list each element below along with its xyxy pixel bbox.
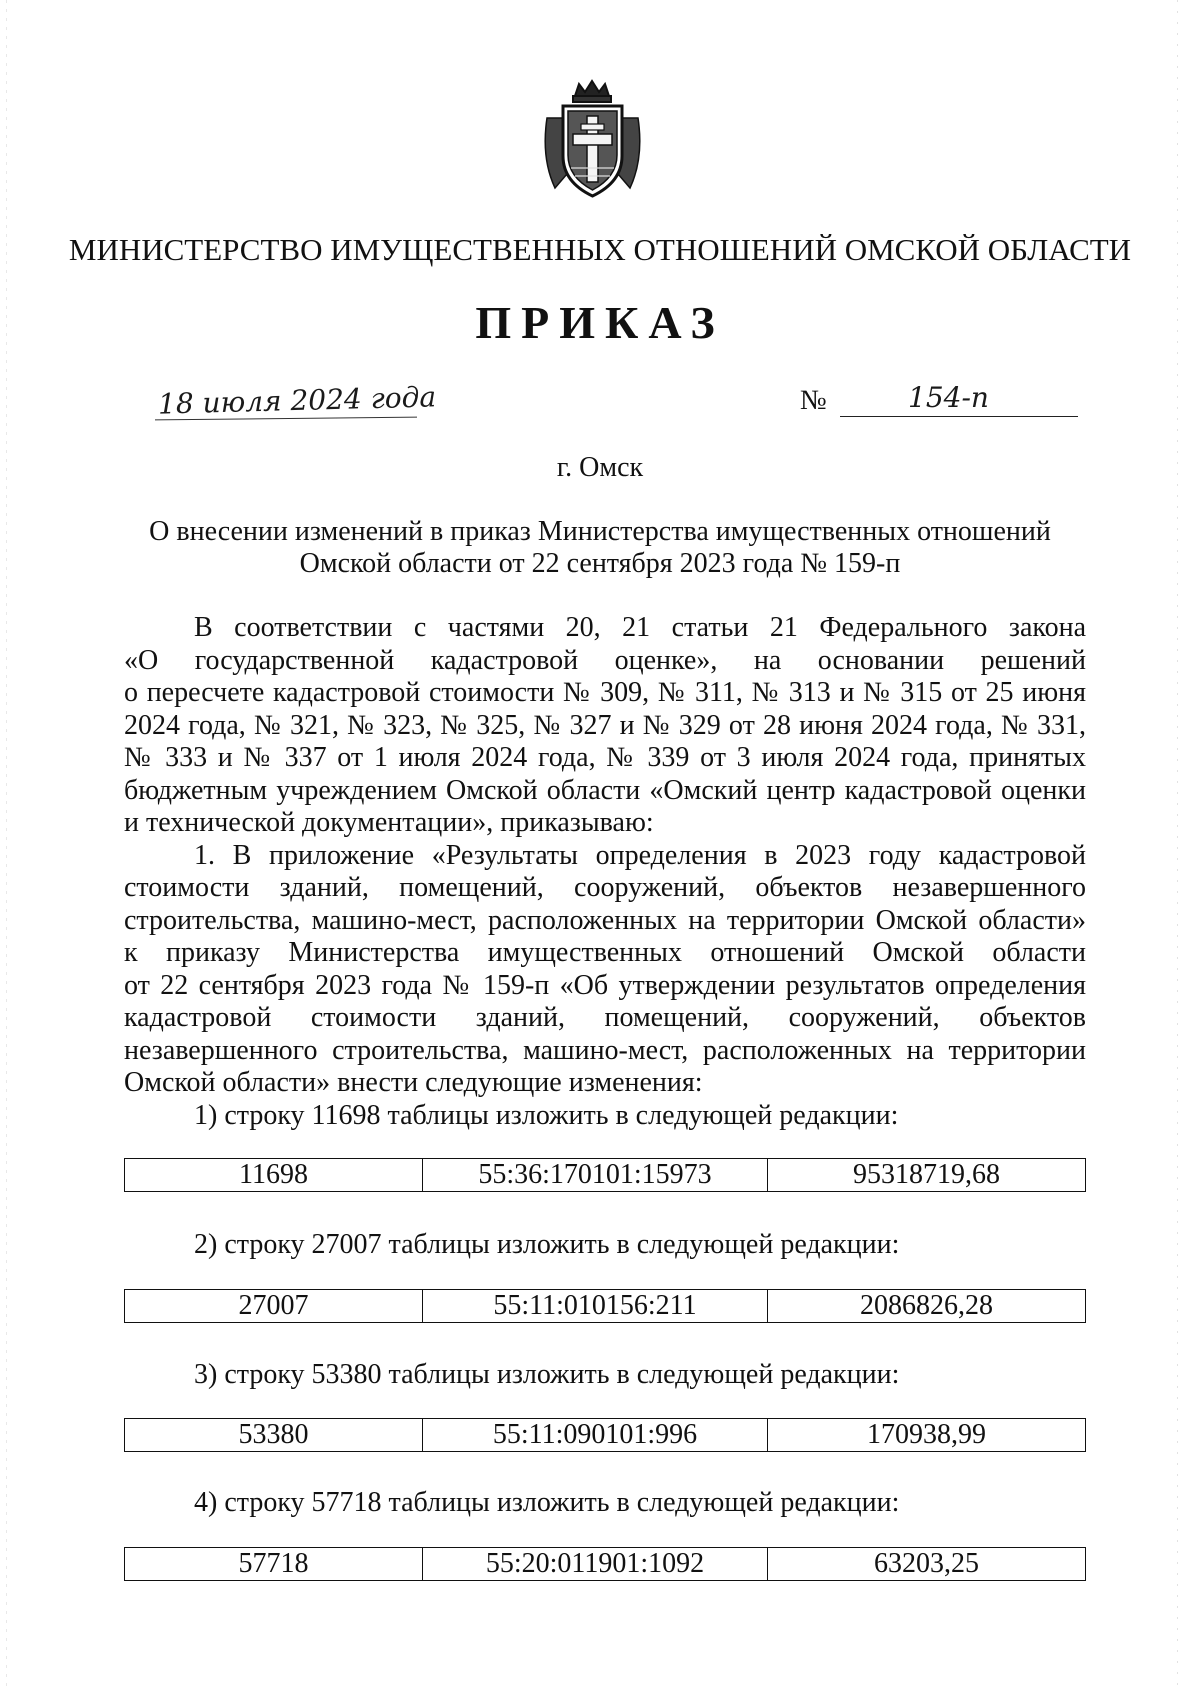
body-line: В соответствии с частями 20, 21 статьи 21 Федерального закона	[194, 612, 1086, 643]
body-line: стоимости зданий, помещений, сооружений, объектов незавершенного	[124, 872, 1086, 903]
body-line: Омской области» внести следующие изменения:	[124, 1067, 703, 1098]
document-type-title: ПРИКАЗ	[475, 297, 725, 348]
body-line: «О государственной кадастровой оценке», на основании решений	[124, 644, 1086, 676]
number-label: №	[800, 385, 827, 416]
subject-line: О внесении изменений в приказ Министерства имущественных отношений	[149, 516, 1051, 547]
body-line: 2024 года, № 321, № 323, № 325, № 327 и № 329 от 28 июня 2024 года, № 331,	[124, 709, 1086, 741]
body-line: от 22 сентября 2023 года № 159-п «Об утверждении результатов определения	[124, 969, 1086, 1001]
amendment-table-row	[124, 1418, 1086, 1452]
cadastral-number-cell: 55:11:010156:211	[423, 1290, 768, 1322]
body-line: строительства, машино-мест, расположенных на территории Омской области»	[124, 904, 1086, 936]
row-number-cell: 11698	[125, 1159, 423, 1191]
body-line: и технической документации», приказываю:	[124, 807, 654, 838]
coat-of-arms-icon	[535, 78, 650, 202]
body-line: 1. В приложение «Результаты определения в 2023 году кадастровой	[194, 839, 1086, 871]
order-subject	[120, 516, 1080, 580]
subject-line: Омской области от 22 сентября 2023 года № 159-п	[299, 548, 901, 579]
row-number-cell: 27007	[125, 1290, 423, 1322]
city: г. Омск	[556, 452, 644, 483]
cadastral-number-cell: 55:20:011901:1092	[423, 1548, 768, 1580]
body-line: незавершенного строительства, машино-мест, расположенных на территории	[124, 1034, 1086, 1066]
cadastral-number-cell: 55:11:090101:996	[423, 1419, 768, 1451]
cadastral-value-cell: 95318719,68	[853, 1159, 1000, 1190]
handwritten-number: 154-п	[908, 381, 989, 414]
amendment-intro: 4) строку 57718 таблицы изложить в следующей редакции:	[194, 1487, 900, 1518]
amendment-table-row	[124, 1547, 1086, 1581]
body-line: о пересчете кадастровой стоимости № 309, № 311, № 313 и № 315 от 25 июня	[124, 677, 1086, 708]
ministry-name: МИНИСТЕРСТВО ИМУЩЕСТВЕННЫХ ОТНОШЕНИЙ ОМСКОЙ ОБЛАСТИ	[68, 232, 1132, 267]
cadastral-value-cell: 2086826,28	[860, 1290, 993, 1321]
amendment-intro: 1) строку 11698 таблицы изложить в следующей редакции:	[194, 1100, 899, 1131]
body-line: № 333 и № 337 от 1 июля 2024 года, № 339 от 3 июля 2024 года, принятых	[124, 742, 1086, 773]
row-number-cell: 57718	[125, 1548, 423, 1580]
amendment-table-row	[124, 1289, 1086, 1323]
cadastral-value-cell: 170938,99	[867, 1419, 986, 1450]
body-line: бюджетным учреждением Омской области «Омский центр кадастровой оценки	[124, 774, 1086, 806]
body-line: к приказу Министерства имущественных отношений Омской области	[124, 937, 1086, 968]
body-line: кадастровой стоимости зданий, помещений, сооружений, объектов	[124, 1002, 1086, 1033]
row-number-cell: 53380	[125, 1419, 423, 1451]
amendment-intro: 3) строку 53380 таблицы изложить в следующей редакции:	[194, 1359, 900, 1390]
amendment-intro: 2) строку 27007 таблицы изложить в следующей редакции:	[194, 1229, 900, 1260]
number-underline	[840, 416, 1078, 417]
order-body	[124, 612, 1086, 1100]
cadastral-value-cell: 63203,25	[874, 1548, 979, 1579]
handwritten-date: 18 июля 2024 года	[157, 380, 437, 421]
cadastral-number-cell: 55:36:170101:15973	[423, 1159, 768, 1191]
amendment-table-row	[124, 1158, 1086, 1192]
